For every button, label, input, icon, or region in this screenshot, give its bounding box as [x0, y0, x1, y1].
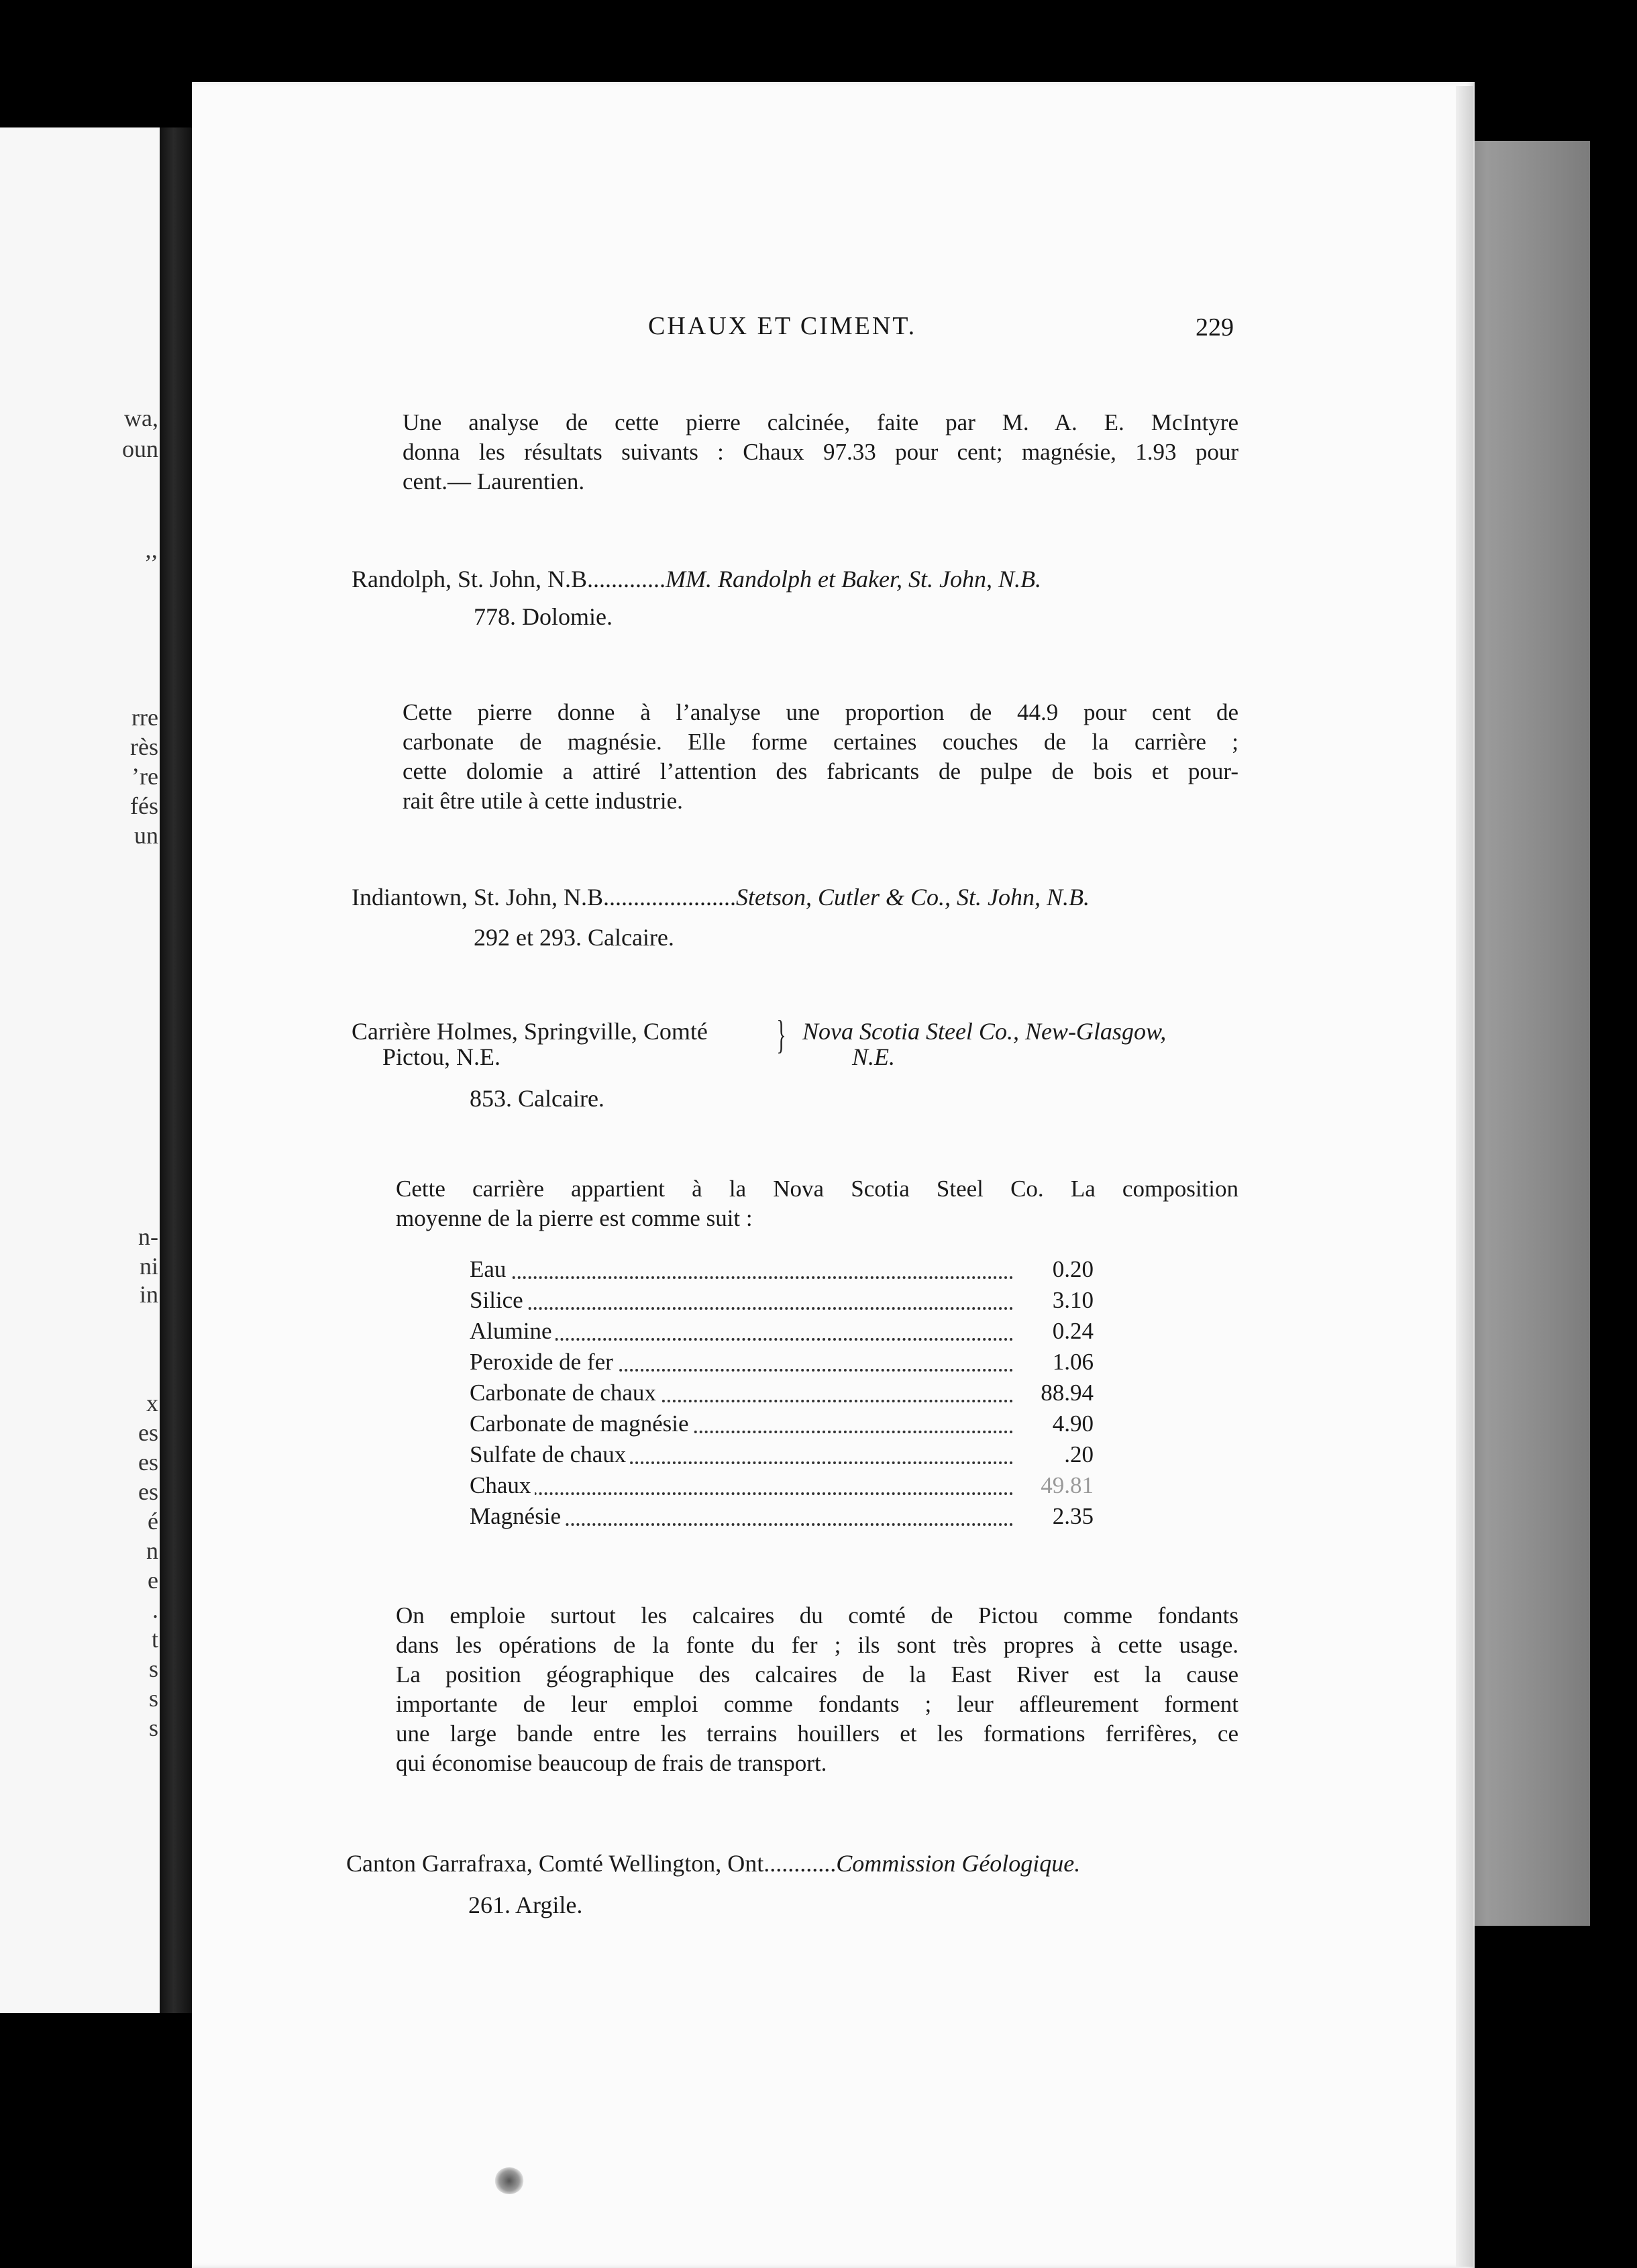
entry-owner: N.E.	[852, 1043, 896, 1070]
running-header-title: CHAUX ET CIMENT.	[648, 312, 917, 340]
dot-leader	[470, 1307, 1013, 1310]
composition-intro	[396, 1174, 1238, 1233]
component-name: Peroxide de fer	[470, 1349, 617, 1376]
paragraph-line: Cette pierre donne à l’analyse une proportion de 44.9 pour cent de	[403, 699, 1238, 725]
paragraph-line: Une analyse de cette pierre calcinée, faite par M. A. E. McIntyre	[403, 409, 1238, 435]
facing-page-fragment: ’’	[144, 550, 158, 576]
sample-label: 853. Calcaire.	[470, 1085, 604, 1112]
entry-location: Randolph, St. John, N.B.............	[352, 566, 666, 592]
page-number: 229	[1196, 313, 1234, 342]
sample-label: 261. Argile.	[468, 1892, 583, 1918]
table-row	[470, 1287, 1094, 1318]
paragraph-line: carbonate de magnésie. Elle forme certaines couches de la carrière ;	[403, 729, 1238, 755]
facing-page-fragment: wa,	[124, 405, 158, 431]
facing-page-fragment: s	[148, 1714, 158, 1741]
component-name: Carbonate de magnésie	[470, 1410, 693, 1437]
paragraph-line: une large bande entre les terrains houillers et les formations ferrifères, ce	[396, 1720, 1238, 1747]
component-value: 0.20	[1052, 1256, 1094, 1282]
paragraph-line: La position géographique des calcaires de la East River est la cause	[396, 1661, 1238, 1688]
quarry-entry	[352, 883, 1090, 911]
facing-page-fragment: s	[148, 1685, 158, 1712]
facing-page-fragment: n	[146, 1537, 158, 1564]
paragraph-line: importante de leur emploi comme fondants ; leur affleurement forment	[396, 1691, 1238, 1717]
table-row	[470, 1349, 1094, 1380]
paragraph-line: rait être utile à cette industrie.	[403, 788, 683, 814]
component-name: Carbonate de chaux	[470, 1380, 660, 1406]
dot-leader	[470, 1276, 1013, 1279]
component-name: Alumine	[470, 1318, 556, 1345]
facing-page-fragment: es	[138, 1449, 158, 1476]
quarry-entry-location: Carrière Holmes, Springville, Comté	[352, 1018, 708, 1045]
facing-page-fragment: ’re	[131, 763, 158, 790]
entry-owner: Stetson, Cutler & Co., St. John, N.B.	[736, 884, 1090, 911]
facing-page-fragment: x	[146, 1390, 158, 1416]
facing-page-fragment: e	[148, 1567, 158, 1594]
paragraph-line: qui économise beaucoup de frais de transport.	[396, 1750, 827, 1776]
table-row	[470, 1472, 1094, 1503]
table-row	[470, 1380, 1094, 1410]
entry-owner: MM. Randolph et Baker, St. John, N.B.	[666, 566, 1041, 592]
facing-page-fragment: es	[138, 1478, 158, 1505]
quarry-entry-owner	[802, 1017, 1166, 1045]
quarry-entry	[352, 565, 1041, 593]
paragraph-line: dans les opérations de la fonte du fer ; ils sont très propres à cette usage.	[396, 1632, 1238, 1658]
component-value: 4.90	[1052, 1410, 1094, 1437]
component-name: Sulfate de chaux	[470, 1441, 630, 1468]
pictou-paragraph	[396, 1601, 1238, 1778]
facing-page-fragment: ni	[139, 1253, 158, 1280]
quarry-entry-owner	[852, 1043, 895, 1071]
facing-page-fragment: n-	[138, 1223, 158, 1250]
component-name: Chaux	[470, 1472, 535, 1499]
facing-page-fragment: es	[138, 1419, 158, 1446]
component-name: Silice	[470, 1287, 527, 1314]
component-value: 49.81	[1041, 1472, 1094, 1498]
book-spine	[160, 127, 195, 2013]
facing-page-fragment: t	[151, 1626, 158, 1653]
component-name: Magnésie	[470, 1503, 565, 1530]
facing-page-fragment: é	[148, 1508, 158, 1535]
component-value: 88.94	[1041, 1380, 1094, 1406]
dot-leader	[470, 1492, 1013, 1495]
component-name: Eau	[470, 1256, 510, 1283]
paragraph-line: Cette carrière appartient à la Nova Scotia Steel Co. La composition	[396, 1176, 1238, 1202]
entry-location: Canton Garrafraxa, Comté Wellington, Ont............	[346, 1850, 837, 1877]
component-value: 2.35	[1052, 1503, 1094, 1529]
facing-page-fragment: .	[152, 1596, 158, 1623]
sample-label: 292 et 293. Calcaire.	[474, 924, 674, 951]
entry-owner: Nova Scotia Steel Co., New-Glasgow,	[802, 1018, 1167, 1045]
entry-owner: Commission Géologique.	[836, 1850, 1081, 1877]
sample-label: 778. Dolomie.	[474, 603, 613, 630]
facing-page-fragment: s	[148, 1655, 158, 1682]
table-row	[470, 1441, 1094, 1472]
facing-page	[0, 127, 161, 2013]
quarry-entry	[346, 1849, 1080, 1877]
paragraph-line: donna les résultats suivants : Chaux 97.33 pour cent; magnésie, 1.93 pour	[403, 439, 1238, 465]
facing-page-fragment: in	[139, 1281, 158, 1308]
facing-page-fragment: rre	[131, 704, 158, 731]
quarry-entry-location: Pictou, N.E.	[382, 1043, 500, 1070]
ornament-icon	[494, 2167, 524, 2194]
paragraph-line: On emploie surtout les calcaires du comté de Pictou comme fondants	[396, 1602, 1238, 1629]
brace-icon: }	[776, 1013, 786, 1057]
table-row	[470, 1503, 1094, 1534]
facing-page-fragment: fés	[130, 792, 158, 819]
component-value: 1.06	[1052, 1349, 1094, 1375]
intro-paragraph	[403, 408, 1238, 497]
facing-page-fragment: un	[134, 822, 158, 849]
component-value: .20	[1064, 1441, 1094, 1467]
page-edge	[1456, 86, 1473, 2267]
facing-page-fragment: oun	[122, 435, 158, 462]
paragraph-line: cette dolomie a attiré l’attention des fabricants de pulpe de bois et pour-	[403, 758, 1238, 784]
facing-page-fragment: rès	[130, 733, 158, 760]
component-value: 0.24	[1052, 1318, 1094, 1344]
table-row	[470, 1256, 1094, 1287]
component-value: 3.10	[1052, 1287, 1094, 1313]
composition-table	[470, 1256, 1094, 1534]
table-row	[470, 1318, 1094, 1349]
table-row	[470, 1410, 1094, 1441]
entry-location: Indiantown, St. John, N.B......................	[352, 884, 737, 911]
paragraph-line: moyenne de la pierre est comme suit :	[396, 1205, 753, 1231]
paragraph-line: cent.— Laurentien.	[403, 468, 585, 495]
dolomie-paragraph	[403, 698, 1238, 816]
